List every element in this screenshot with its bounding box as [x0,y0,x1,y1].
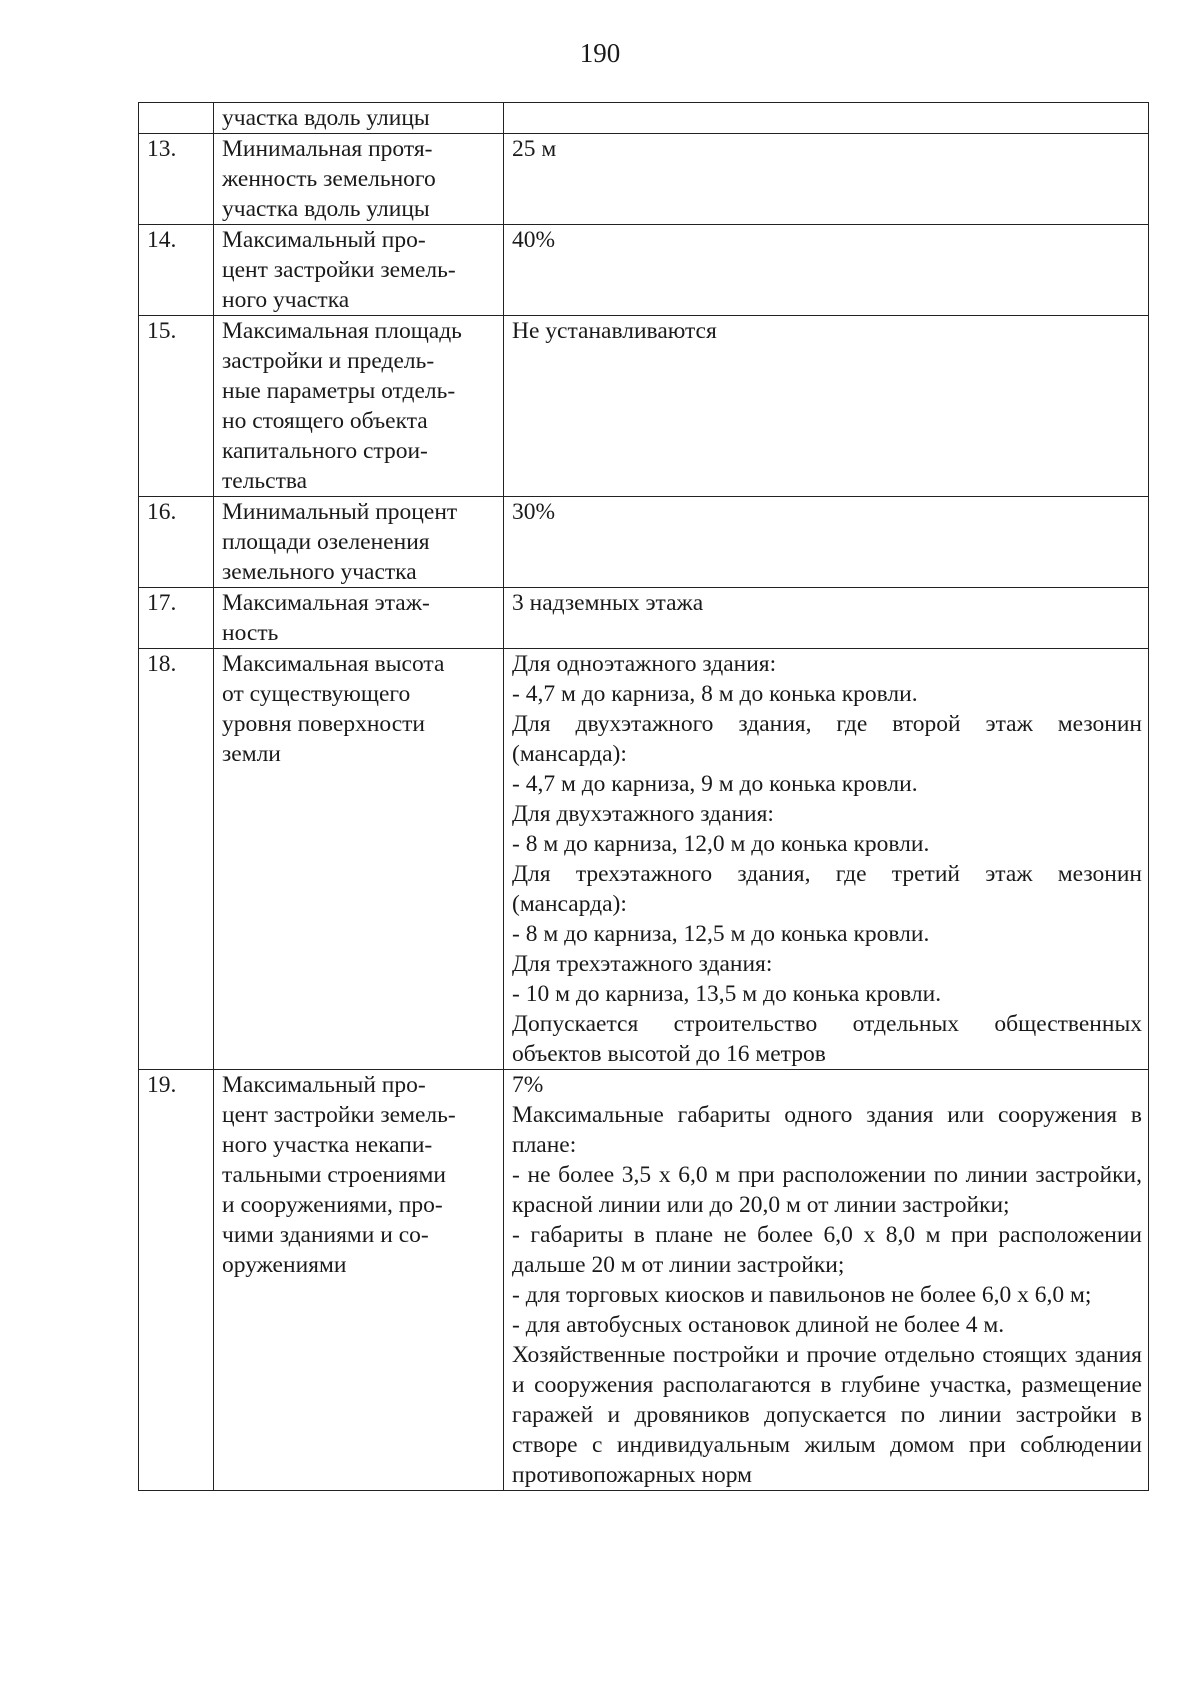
table-row [139,1070,1149,1491]
parameter-name-line: Минимальная протя- [222,136,433,162]
parameter-name [214,134,504,225]
parameter-name-line: Максимальная этаж- [222,590,430,616]
parameter-value-paragraph: - габариты в плане не более 6,0 х 8,0 м при расположении дальше 20 м от линии застройки; [512,1222,1142,1278]
parameter-value-paragraph: - 4,7 м до карниза, 8 м до конька кровли. [512,681,918,707]
parameter-value-paragraph: Для трехэтажного здания: [512,951,773,977]
parameter-value-paragraph: 30% [512,499,556,525]
parameter-value [504,103,1149,134]
parameter-value-paragraph: - для автобусных остановок длиной не более 4 м. [512,1312,1005,1338]
parameter-name [214,649,504,1070]
page-number: 190 [579,38,621,68]
parameter-name-line: тельства [222,468,308,494]
table-row [139,649,1149,1070]
parameter-name-line: площади озеленения [222,529,430,555]
row-number: 18. [139,649,214,1070]
parameter-value-paragraph: 25 м [512,136,557,162]
table-row [139,225,1149,316]
parameter-name-line: капитального строи- [222,438,428,464]
parameter-value-paragraph: Для двухэтажного здания, где второй этаж мезонин (мансарда): [512,711,1142,767]
parameter-value-paragraph: - 8 м до карниза, 12,5 м до конька кровли. [512,921,930,947]
parameter-name-line: цент застройки земель- [222,257,456,283]
parameter-name [214,1070,504,1491]
parameter-name [214,588,504,649]
row-number: 15. [139,316,214,497]
parameter-name-line: участка вдоль улицы [222,105,430,131]
parameter-name-line: уровня поверхности [222,711,426,737]
parameter-value [504,316,1149,497]
parameter-value-paragraph: Для трехэтажного здания, где третий этаж мезонин (мансарда): [512,861,1142,917]
parameter-value-paragraph: 40% [512,227,556,253]
parameter-name-line: и сооружениями, про- [222,1192,443,1218]
parameter-name [214,103,504,134]
parameter-name-line: ные параметры отдель- [222,378,456,404]
parameter-name-line: Минимальный процент [222,499,458,525]
parameter-name [214,316,504,497]
table-row [139,497,1149,588]
parameter-name-line: земельного участка [222,559,417,585]
parameter-value-paragraph: - для торговых киосков и павильонов не более 6,0 х 6,0 м; [512,1282,1092,1308]
parameter-value-paragraph: Допускается строительство отдельных общественных объектов высотой до 16 метров [512,1011,1142,1067]
parameter-value-paragraph: 7% [512,1072,544,1098]
table-row [139,316,1149,497]
parameter-value [504,225,1149,316]
parameter-name-line: но стоящего объекта [222,408,428,434]
row-number: 14. [139,225,214,316]
row-number: 16. [139,497,214,588]
parameter-value-paragraph: - 8 м до карниза, 12,0 м до конька кровли. [512,831,930,857]
parameter-value-paragraph: - не более 3,5 х 6,0 м при расположении по линии застройки, красной линии или до 20,0 м от линии застройки; [512,1162,1142,1218]
parameter-value [504,649,1149,1070]
table-row [139,134,1149,225]
row-number: 19. [139,1070,214,1491]
parameters-table [138,102,1149,1491]
parameter-name-line: застройки и предель- [222,348,435,374]
parameter-name-line: чими зданиями и со- [222,1222,429,1248]
parameter-name-line: женность земельного [222,166,436,192]
parameter-name-line: Максимальная площадь [222,318,462,344]
parameter-name-line: ного участка некапи- [222,1132,433,1158]
parameter-name-line: Максимальная высота [222,651,445,677]
table-row [139,588,1149,649]
parameter-value [504,497,1149,588]
row-number [139,103,214,134]
parameter-name-line: оружениями [222,1252,347,1278]
parameter-value-paragraph: Для двухэтажного здания: [512,801,774,827]
parameter-value-paragraph: - 10 м до карниза, 13,5 м до конька кровли. [512,981,942,1007]
parameter-value-paragraph: Максимальные габариты одного здания или сооружения в плане: [512,1102,1142,1158]
parameter-value-paragraph: Хозяйственные постройки и прочие отдельно стоящих здания и сооружения располагаются в глубине участка, размещение гаражей и дровяников допускается по линии застройки в створе с индивидуальным жилым домом при соблюдении противопожарных норм [512,1342,1142,1488]
parameter-value [504,134,1149,225]
parameter-name-line: земли [222,741,281,767]
row-number: 13. [139,134,214,225]
parameter-name-line: участка вдоль улицы [222,196,430,222]
parameter-name [214,225,504,316]
parameter-name [214,497,504,588]
parameter-name-line: Максимальный про- [222,1072,426,1098]
parameter-value-paragraph: Для одноэтажного здания: [512,651,777,677]
row-number: 17. [139,588,214,649]
parameter-value-paragraph: Не устанавливаются [512,318,717,344]
parameter-name-line: тальными строениями [222,1162,446,1188]
parameter-name-line: ность [222,620,279,646]
parameter-name-line: от существующего [222,681,411,707]
parameter-name-line: Максимальный про- [222,227,426,253]
parameter-name-line: цент застройки земель- [222,1102,456,1128]
parameter-value-paragraph: 3 надземных этажа [512,590,704,616]
table-row-continuation [139,103,1149,134]
parameter-name-line: ного участка [222,287,350,313]
parameter-value [504,588,1149,649]
parameter-value-paragraph: - 4,7 м до карниза, 9 м до конька кровли. [512,771,918,797]
parameter-value [504,1070,1149,1491]
